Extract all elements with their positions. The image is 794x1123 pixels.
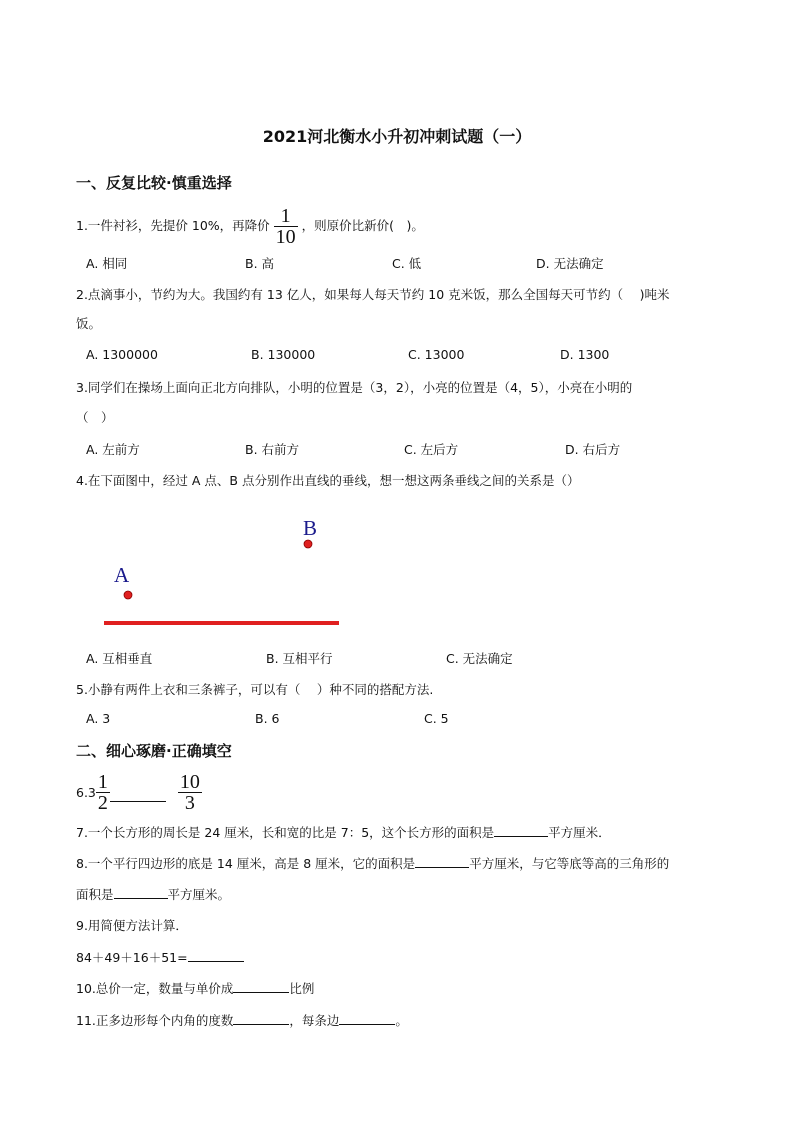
fraction-one-half <box>96 772 110 813</box>
section-heading-1: 一、反复比较·慎重选择 <box>76 174 232 192</box>
q2-option-c[interactable]: C. 13000 <box>408 347 465 362</box>
q2-option-d[interactable]: D. 1300 <box>560 347 610 362</box>
question-1-post: ，则原价比新价( )。 <box>301 218 424 233</box>
question-3-line-1: 3.同学们在操场上面向正北方向排队，小明的位置是（3，2），小亮的位置是（4，5），小亮在小明的 <box>76 380 633 395</box>
expression-text: 84＋49＋16＋51= <box>76 950 188 965</box>
point-a <box>124 591 132 599</box>
question-8-pre: 8.一个平行四边形的底是 14 厘米，高是 8 厘米，它的面积是 <box>76 856 416 871</box>
q2-option-b[interactable]: B. 130000 <box>251 347 316 362</box>
question-8-line2-pre: 面积是 <box>76 887 114 902</box>
question-6 <box>76 772 202 813</box>
question-5: 5.小静有两件上衣和三条裤子，可以有（ ）种不同的搭配方法. <box>76 682 434 697</box>
question-8-line2-post: 平方厘米。 <box>167 887 231 902</box>
q4-option-b[interactable]: B. 互相平行 <box>266 651 333 666</box>
perpendicular-figure <box>0 505 794 635</box>
q3-option-b[interactable]: B. 右前方 <box>245 442 300 457</box>
question-8-line-2 <box>76 885 230 903</box>
q1-option-a[interactable]: A. 相同 <box>86 256 128 271</box>
q1-option-b[interactable]: B. 高 <box>245 256 275 271</box>
answer-blank[interactable] <box>233 1012 289 1025</box>
question-1 <box>76 206 424 247</box>
question-10 <box>76 979 314 997</box>
question-9-expression <box>76 948 244 966</box>
question-10-pre: 10.总价一定，数量与单价成 <box>76 981 234 996</box>
question-8-mid: 平方厘米，与它等底等高的三角形的 <box>469 856 670 871</box>
question-11-pre: 11.正多边形每个内角的度数 <box>76 1013 234 1028</box>
q3-option-d[interactable]: D. 右后方 <box>565 442 621 457</box>
question-3-line-2: （ ） <box>76 410 114 425</box>
answer-blank[interactable] <box>339 1012 395 1025</box>
question-2-line-2: 饭。 <box>76 316 102 331</box>
question-10-post: 比例 <box>289 981 315 996</box>
fraction-denominator: 3 <box>178 792 202 813</box>
q2-option-a[interactable]: A. 1300000 <box>86 347 158 362</box>
question-11-post: 。 <box>395 1013 408 1028</box>
question-7-post: 平方厘米． <box>548 825 611 840</box>
q5-option-b[interactable]: B. 6 <box>255 711 280 726</box>
q4-option-a[interactable]: A. 互相垂直 <box>86 651 153 666</box>
section-heading-2: 二、细心琢磨·正确填空 <box>76 742 232 760</box>
answer-blank[interactable] <box>415 855 469 868</box>
question-4: 4.在下面图中，经过 A 点、B 点分别作出直线的垂线，想一想这两条垂线之间的关系是（） <box>76 473 580 488</box>
question-6-prefix: 6.3 <box>76 785 96 800</box>
point-b-label: B <box>303 516 318 540</box>
q1-option-d[interactable]: D. 无法确定 <box>536 256 604 271</box>
question-9: 9.用简便方法计算． <box>76 918 188 933</box>
q5-option-a[interactable]: A. 3 <box>86 711 111 726</box>
fraction-ten-thirds <box>178 772 202 813</box>
q1-option-c[interactable]: C. 低 <box>392 256 422 271</box>
question-11 <box>76 1011 408 1029</box>
fraction-numerator: 1 <box>280 205 291 227</box>
question-1-pre: 1.一件衬衫，先提价 10%，再降价 <box>76 218 270 233</box>
question-11-mid: ，每条边 <box>289 1013 340 1028</box>
question-7-pre: 7.一个长方形的周长是 24 厘米，长和宽的比是 7：5，这个长方形的面积是 <box>76 825 495 840</box>
q3-option-a[interactable]: A. 左前方 <box>86 442 140 457</box>
answer-blank[interactable] <box>188 949 244 962</box>
q4-option-c[interactable]: C. 无法确定 <box>446 651 513 666</box>
fraction-denominator: 10 <box>275 226 296 248</box>
page-title: 2021河北衡水小升初冲刺试题（一） <box>262 127 532 146</box>
point-a-label: A <box>114 563 130 587</box>
answer-blank[interactable] <box>110 789 166 802</box>
fraction-numerator: 10 <box>179 771 200 793</box>
point-b <box>304 540 312 548</box>
fraction-numerator: 1 <box>97 771 108 793</box>
fraction-one-tenth <box>274 206 298 247</box>
answer-blank[interactable] <box>494 824 548 837</box>
answer-blank[interactable] <box>114 886 168 899</box>
question-8-line-1 <box>76 854 669 872</box>
fraction-denominator: 2 <box>97 792 108 814</box>
q5-option-c[interactable]: C. 5 <box>424 711 449 726</box>
question-2-line-1: 2.点滴事小，节约为大。我国约有 13 亿人，如果每人每天节约 10 克米饭，那么全国每天可节约（ )吨米 <box>76 287 670 302</box>
question-7 <box>76 823 611 841</box>
answer-blank[interactable] <box>233 980 289 993</box>
q3-option-c[interactable]: C. 左后方 <box>404 442 459 457</box>
